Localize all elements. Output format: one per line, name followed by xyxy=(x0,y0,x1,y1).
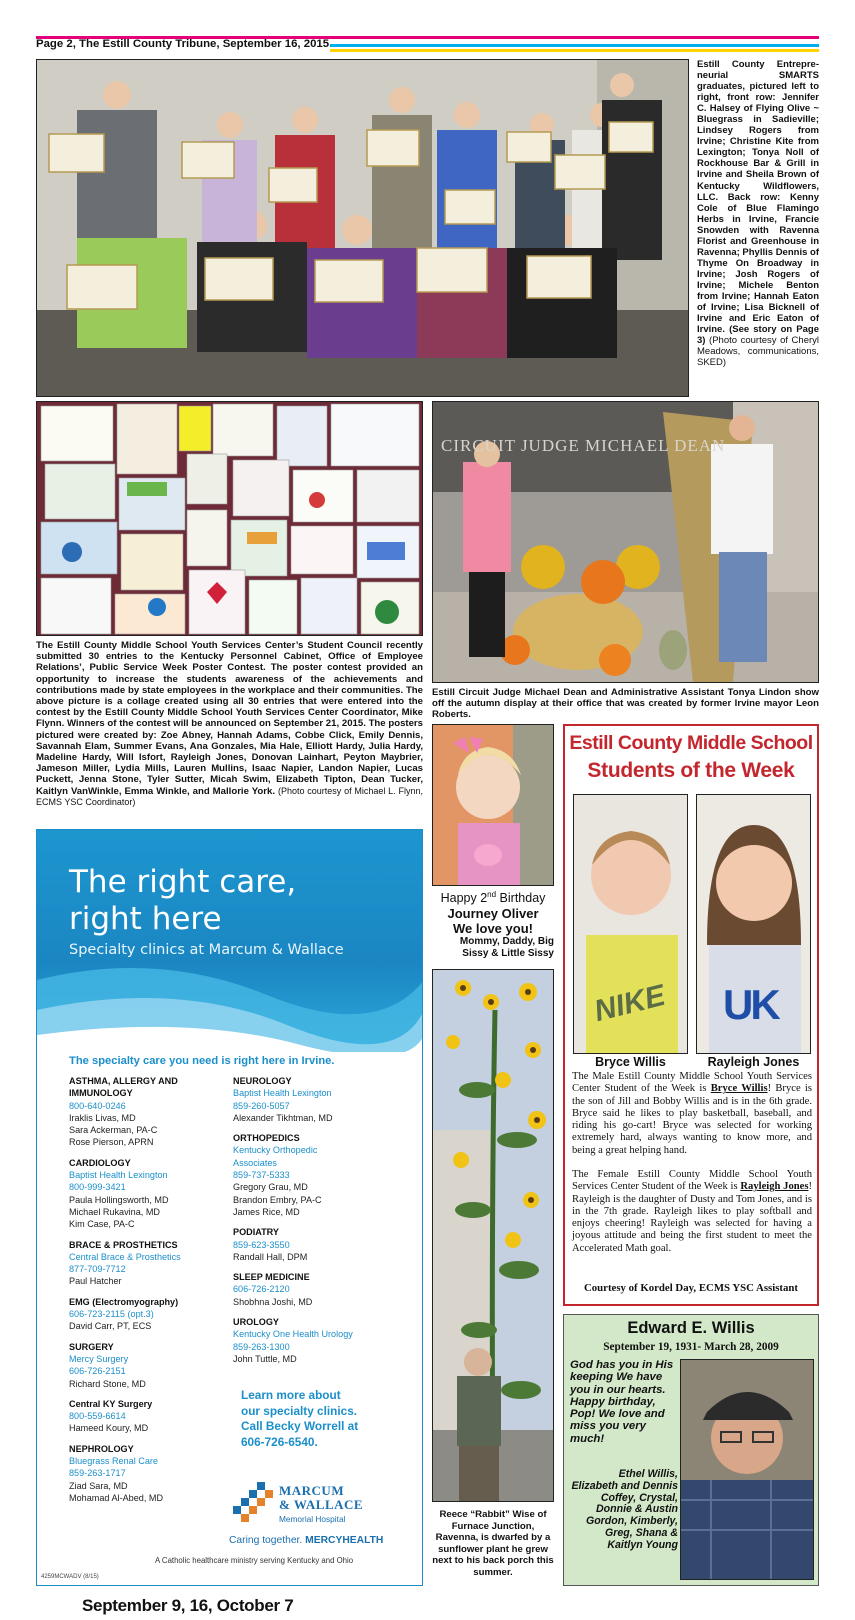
clinic-spacer xyxy=(69,1390,239,1398)
birthday-happy-text: Happy 2 xyxy=(440,891,488,906)
header-rule-yellow xyxy=(330,49,819,52)
clinic-provider: John Tuttle, MD xyxy=(233,1353,297,1364)
smarts-caption-text: Estill County Entrepre-neurial SMARTS graduates, pictured left to right, front row: Jennifer C. Halsey of Flying Olive ~ Bluegrass in Sadieville; Lindsey Rogers from Irvine; Christine Kite from Lexington; Tonya Noll of Rockhouse Bar & Grill in Irvine and Sheila Brown of Kentucky Wildflowers, LLC. Back row: Kenny Cole of Blue Flamingo Herbs in Irvine, Francie Snowden with Ravenna Florist and Greenhouse in Ravenna; Phyllis Dennis of Thyme On Broadway in Irvine; Josh Rogers of Irvine; Michele Benton from Irvine; Hannah Eaton of Irvine; Lisa Bicknell of Irvine and Eric Eaton of Irvine. (See story on Page 3) xyxy=(697,59,819,347)
rayleigh-text-b: ! Rayleigh is the daughter of Dusty and Tom Jones, and is in the 7th grade. Rayleigh likes to play softball and enjoys cheering! Rayleigh was selected for having a joyous attitude and being the first student to meet the Accelerated Math goal. xyxy=(572,1181,813,1254)
clinic-contact: Mercy Surgery xyxy=(69,1353,129,1364)
clinic-contact: 800-999-3421 xyxy=(69,1182,126,1193)
clinic-spacer xyxy=(69,1231,239,1239)
clinic-provider: James Rice, MD xyxy=(233,1206,300,1217)
poster-caption-text: The Estill County Middle School Youth Services Center’s Student Council recently submitted 30 entries to the Kentucky Personnel Cabinet, Office of Employee Relations’, Public Service Week Poster Contest. The poster contest provided an opportunity to increase the students awareness of the achievements and contributions made by state employees in the workplace and their communities. The above picture is a collage created using all 30 entries that were entered into the contest by the Estill County Middle School Youth Services Center Coordinator, Mike Flynn. Winners of the contest will be announced on September 21, 2015. The posters pictured were created by: Zoe Abney, Hannah Adams, Cobbe Click, Emily Dennis, Savannah Elam, Summer Evans, Ana Gonzales, Mia Hale, Elliott Hardy, Julia Hardy, Madeline Hardy, Will Isfort, Rayleigh Jones, Donovan Lainhart, Peyton Maybrier, Jameson Miller, Lydia Mills, Lauren Mullins, Isaac Napier, Landon Napier, Lucas Puckett, Jenna Stone, Tyler Sutter, Micah Swim, Elizabeth Tipton, Dean Tucker, Kaitlyn VanWinkle, Emma Winkle, and Mallorie York. xyxy=(36,640,423,797)
memorial-signatures: Ethel Willis, Elizabeth and Dennis Coffey, Crystal, Donnie & Austin Gordon, Kimberly, Greg, Shana & Kaitlyn Young xyxy=(571,1468,678,1551)
sunflower-photo xyxy=(432,969,554,1502)
birthday-girl-illustration xyxy=(433,725,554,886)
poster-collage-photo xyxy=(36,401,423,636)
sow-title-school: Estill County Middle School xyxy=(569,732,813,754)
ad-tagline xyxy=(229,1535,383,1546)
cta-line-1: Learn more about xyxy=(241,1388,341,1402)
sow-title-students: Students of the Week xyxy=(587,759,795,782)
clinic-provider: Randall Hall, DPM xyxy=(233,1251,308,1262)
ad-subhead: Specialty clinics at Marcum & Wallace xyxy=(69,942,344,958)
bryce-name-label: Bryce Willis xyxy=(595,1055,666,1069)
clinic-contact: 606-726-2151 xyxy=(69,1366,126,1377)
ad-call-to-action[interactable] xyxy=(241,1388,358,1450)
clinic-heading: UROLOGY xyxy=(233,1317,279,1328)
page-folio: Page 2, The Estill County Tribune, September 16, 2015 xyxy=(36,38,330,50)
clinic-provider: Ziad Sara, MD xyxy=(69,1480,128,1491)
clinic-provider: Richard Stone, MD xyxy=(69,1378,146,1389)
rayleigh-text-a: The Female Estill County Middle School Youth Services Center Student of the Week is xyxy=(572,1169,812,1193)
clinic-spacer xyxy=(233,1308,413,1316)
bryce-name-inline: Bryce Willis xyxy=(710,1083,768,1095)
clinic-contact: Baptist Health Lexington xyxy=(233,1088,332,1099)
clinic-heading: Central KY Surgery xyxy=(69,1398,153,1409)
clinic-spacer xyxy=(69,1504,239,1512)
clinic-provider: Rose Pierson, APRN xyxy=(69,1137,154,1148)
hospital-logo-name xyxy=(279,1484,363,1512)
clinic-contact: 859-737-5333 xyxy=(233,1170,290,1181)
birthday-name: Journey Oliver xyxy=(447,905,539,921)
clinic-spacer xyxy=(233,1263,413,1271)
cta-line-2: our specialty clinics. xyxy=(241,1403,358,1418)
birthday-word: Birthday xyxy=(496,891,546,906)
ad-code: 4259MCWADV (8/15) xyxy=(41,1574,99,1580)
tagline-text: Caring together. xyxy=(229,1535,306,1546)
clinic-provider: Brandon Embry, PA-C xyxy=(233,1194,322,1205)
clinic-contact: 859-623-3550 xyxy=(233,1239,290,1250)
bryce-shirt-logo: NIKE xyxy=(590,978,669,1029)
students-of-the-week-box xyxy=(563,724,819,1306)
hospital-logo-sub: Memorial Hospital xyxy=(279,1514,346,1524)
rayleigh-name-label: Rayleigh Jones xyxy=(707,1055,800,1069)
clinic-heading: EMG (Electromyography) xyxy=(69,1296,179,1307)
poster-photo-credit: (Photo courtesy of Michael L. Flynn, ECMS YSC Coordinator) xyxy=(36,785,423,807)
logo-line-1: MARCUM xyxy=(279,1483,345,1498)
poster-contest-caption xyxy=(36,640,423,808)
journey-oliver-photo xyxy=(432,724,554,886)
clinic-contact: 606-723-2115 (opt.3) xyxy=(69,1309,154,1320)
clinic-provider: David Carr, PT, ECS xyxy=(69,1321,152,1332)
clinic-provider: Michael Rukavina, MD xyxy=(69,1206,160,1217)
memorial-dates: September 19, 1931- March 28, 2009 xyxy=(603,1341,779,1353)
clinic-contact: 800-559-6614 xyxy=(69,1411,126,1422)
marcum-wallace-logo-icon xyxy=(233,1482,273,1522)
clinic-heading: ASTHMA, ALLERGY AND IMMUNOLOGY xyxy=(69,1076,178,1099)
ad-headline-line1: The right care, xyxy=(69,864,297,900)
clinic-heading: BRACE & PROSTHETICS xyxy=(69,1239,178,1250)
mercyhealth-brand: MERCYHEALTH xyxy=(305,1535,384,1546)
clinic-provider: Paul Hatcher xyxy=(69,1276,122,1287)
judge-dean-caption: Estill Circuit Judge Michael Dean and Administrative Assistant Tonya Lindon show off the autumn display at their office that was created by former Irvine mayor Leon Roberts. xyxy=(432,687,819,721)
rayleigh-name-inline: Rayleigh Jones xyxy=(740,1181,809,1193)
clinic-contact: 800-640-0246 xyxy=(69,1100,126,1111)
clinic-provider: Gregory Grau, MD xyxy=(233,1182,308,1193)
clinic-heading: SURGERY xyxy=(69,1341,114,1352)
clinic-spacer xyxy=(69,1149,239,1157)
clinic-heading: PODIATRY xyxy=(233,1227,279,1238)
rayleigh-paragraph xyxy=(572,1169,812,1255)
bryce-paragraph xyxy=(572,1071,812,1157)
cta-line-3: Call Becky Worrell at xyxy=(241,1419,359,1433)
clinic-spacer xyxy=(69,1288,239,1296)
clinic-provider: Shobhna Joshi, MD xyxy=(233,1296,313,1307)
office-window-sign: CIRCUIT JUDGE MICHAEL DEAN xyxy=(441,436,726,455)
clinic-heading: NEUROLOGY xyxy=(233,1076,292,1086)
bryce-text-a: The Male Estill County Middle School Youth Services Center Student of the Week is xyxy=(572,1071,812,1095)
ad-footer: A Catholic healthcare ministry serving Kentucky and Ohio xyxy=(155,1556,354,1565)
clinic-contact: Kentucky One Health Urology xyxy=(233,1329,353,1340)
clinic-spacer xyxy=(233,1365,413,1373)
clinic-contact: 859-263-1717 xyxy=(69,1468,126,1479)
ad-run-dates: September 9, 16, October 7 xyxy=(82,1596,294,1615)
birthday-greeting xyxy=(432,888,554,960)
clinic-heading: SLEEP MEDICINE xyxy=(233,1272,310,1283)
clinic-contact: Baptist Health Lexington xyxy=(69,1170,168,1181)
sow-credit: Courtesy of Kordel Day, ECMS YSC Assistant xyxy=(583,1282,799,1294)
clinic-provider: Iraklis Livas, MD xyxy=(69,1112,136,1123)
ad-headline xyxy=(69,864,296,938)
marcum-wallace-ad[interactable] xyxy=(36,829,423,1586)
birthday-love: We love you! xyxy=(453,920,533,936)
clinic-heading: NEPHROLOGY xyxy=(69,1443,134,1454)
birthday-ordinal: nd xyxy=(487,890,497,899)
clinic-provider: Kim Case, PA-C xyxy=(69,1219,135,1230)
memorial-poem: God has you in His keeping We have you in our hearts. Happy birthday, Pop! We love and miss you very much! xyxy=(570,1359,674,1445)
bryce-willis-photo xyxy=(573,794,688,1054)
logo-line-2: & WALLACE xyxy=(279,1497,364,1512)
clinic-spacer xyxy=(233,1124,413,1132)
clinic-contact: Central Brace & Prosthetics xyxy=(69,1251,181,1262)
edward-willis-photo xyxy=(680,1359,814,1580)
smarts-graduates-photo xyxy=(36,59,689,397)
rayleigh-jones-photo xyxy=(696,794,811,1054)
memorial-name: Edward E. Willis xyxy=(627,1319,755,1337)
clinic-contact: Associates xyxy=(233,1157,277,1168)
ad-lead-line: The specialty care you need is right here in Irvine. xyxy=(69,1055,335,1067)
clinic-provider: Alexander Tikhtman, MD xyxy=(233,1112,333,1123)
clinic-provider: Paula Hollingsworth, MD xyxy=(69,1194,169,1205)
smarts-photo-credit: (Photo courtesy of Cheryl Meadows, communications, SKED) xyxy=(697,335,820,369)
ad-headline-line2: right here xyxy=(69,901,222,937)
edward-portrait xyxy=(681,1360,814,1580)
clinic-contact: Kentucky Orthopedic xyxy=(233,1145,318,1156)
clinic-spacer xyxy=(69,1333,239,1341)
clinic-contact: 606-726-2120 xyxy=(233,1284,290,1295)
clinic-heading: CARDIOLOGY xyxy=(69,1157,131,1168)
clinic-contact: 859-260-5057 xyxy=(233,1100,290,1111)
clinic-spacer xyxy=(69,1435,239,1443)
cta-phone[interactable]: 606-726-6540. xyxy=(241,1434,318,1449)
judge-dean-display-photo xyxy=(432,401,819,683)
header-rule-cyan xyxy=(330,44,819,47)
clinic-contact: 859-263-1300 xyxy=(233,1341,290,1352)
ad-clinic-list-left xyxy=(69,1075,239,1512)
group-photo-illustration xyxy=(37,60,689,397)
clinic-provider: Sara Ackerman, PA-C xyxy=(69,1125,158,1136)
sunflower-illustration xyxy=(433,970,554,1502)
clinic-spacer xyxy=(233,1218,413,1226)
smarts-caption xyxy=(697,59,819,368)
clinic-provider: Mohamad Al-Abed, MD xyxy=(69,1492,164,1503)
sunflower-caption: Reece “Rabbit” Wise of Furnace Junction, Ravenna, is dwarfed by a sunflower plant he grew next to his back porch this summer. xyxy=(432,1509,554,1578)
birthday-from: Mommy, Daddy, Big Sissy & Little Sissy xyxy=(459,935,554,959)
clinic-heading: ORTHOPEDICS xyxy=(233,1133,300,1144)
clinic-provider: Hameed Koury, MD xyxy=(69,1423,149,1434)
edward-willis-memorial xyxy=(563,1314,819,1586)
bryce-text-b: ! Bryce is the son of Jill and Bobby Willis and is in the 6th grade. Bryce said he likes to play basketball, baseball, and riding his go-cart! Bryce was selected for working extremely hard, always wanting to know more, and being a great helping hand. xyxy=(572,1083,812,1156)
birthday-line-1 xyxy=(432,888,554,906)
clinic-contact: Bluegrass Renal Care xyxy=(69,1456,158,1467)
clinic-contact: 877-709-7712 xyxy=(69,1264,126,1275)
rayleigh-shirt-logo: UK xyxy=(723,981,778,1028)
ad-clinic-list-right xyxy=(233,1075,413,1373)
poster-collage-illustration xyxy=(37,402,423,636)
